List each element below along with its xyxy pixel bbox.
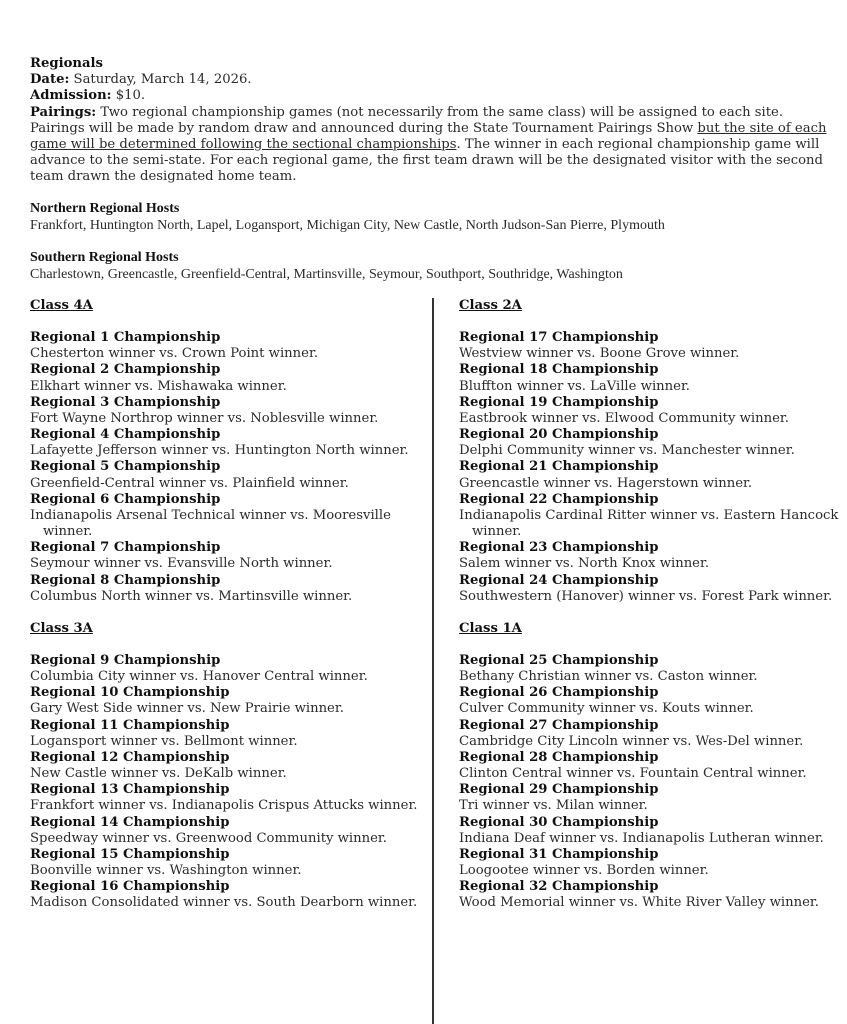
- admission-line: [30, 88, 830, 104]
- regional-title: Regional 12 Championship: [30, 749, 230, 765]
- regional-matchup: Delphi Community winner vs. Manchester winner.: [459, 443, 795, 459]
- regional-matchup: Loogootee winner vs. Borden winner.: [459, 863, 709, 878]
- regional-title: Regional 27 Championship: [459, 717, 659, 733]
- date-label: Date:: [30, 72, 70, 88]
- regional-matchup: Greencastle winner vs. Hagerstown winner.: [459, 475, 753, 491]
- regional-item: [30, 459, 420, 491]
- regional-matchup: Bethany Christian winner vs. Caston winner.: [459, 669, 758, 685]
- pairings-paragraph: [30, 105, 830, 186]
- regional-title: Regional 4 Championship: [30, 427, 221, 443]
- regional-matchup: Indianapolis Cardinal Ritter winner vs. Eastern Hancock winner.: [459, 507, 839, 540]
- regional-title: Regional 9 Championship: [30, 652, 221, 668]
- regional-title: Regional 16 Championship: [30, 879, 230, 895]
- class-heading: Class 4A: [30, 298, 93, 313]
- regional-item: [459, 492, 847, 540]
- regional-item: [30, 718, 420, 750]
- date-value: Saturday, March 14, 2026.: [69, 72, 252, 88]
- regional-title: Regional 14 Championship: [30, 814, 230, 830]
- regional-matchup: Elkhart winner vs. Mishawaka winner.: [30, 378, 287, 394]
- pairings-text-2: . The winner in each regional championship game will advance to the semi-state. For each regional game, the first team drawn will be the designated visitor with the second team drawn the designated home team.: [30, 137, 823, 185]
- regional-item: [459, 879, 847, 911]
- regional-title: Regional 5 Championship: [30, 459, 221, 475]
- regional-item: [30, 653, 420, 685]
- regional-matchup: Lafayette Jefferson winner vs. Huntington North winner.: [30, 443, 409, 459]
- regional-title: Regional 32 Championship: [459, 879, 659, 895]
- date-line: [30, 72, 830, 88]
- regional-title: Regional 8 Championship: [30, 572, 221, 588]
- pairings-text-1: Two regional championship games (not necessarily from the same class) will be assigned to each site. Pairings will be made by random draw and announced during the State Tournament Pairings Show: [30, 104, 784, 136]
- regional-matchup: Indiana Deaf winner vs. Indianapolis Lutheran winner.: [459, 830, 824, 846]
- regional-matchup: Wood Memorial winner vs. White River Valley winner.: [459, 895, 819, 911]
- regional-title: Regional 19 Championship: [459, 394, 659, 410]
- regional-item: [30, 573, 420, 605]
- regional-title: Regional 26 Championship: [459, 685, 659, 701]
- regional-item: [459, 815, 847, 847]
- regional-matchup: Fort Wayne Northrop winner vs. Noblesville winner.: [30, 410, 379, 426]
- regional-matchup: Speedway winner vs. Greenwood Community winner.: [30, 830, 387, 846]
- regional-title: Regional 3 Championship: [30, 394, 221, 410]
- regional-matchup: Bluffton winner vs. LaVille winner.: [459, 378, 690, 394]
- regional-matchup: Boonville winner vs. Washington winner.: [30, 863, 302, 878]
- regional-matchup: Chesterton winner vs. Crown Point winner.: [30, 346, 319, 362]
- right-column: [459, 298, 847, 911]
- pairings-underlined-note: but the site of each game will be determined following the sectional championships: [30, 120, 827, 153]
- regional-matchup: Frankfort winner vs. Indianapolis Crispus Attucks winner.: [30, 798, 418, 814]
- regional-title: Regional 2 Championship: [30, 362, 221, 378]
- regional-item: [459, 459, 847, 491]
- regional-item: [459, 573, 847, 605]
- regional-matchup: Southwestern (Hanover) winner vs. Forest Park winner.: [459, 588, 833, 604]
- regional-matchup: Indianapolis Arsenal Technical winner vs. Mooresville winner.: [30, 507, 391, 540]
- regional-item: [30, 540, 420, 572]
- regional-title: Regional 30 Championship: [459, 814, 659, 830]
- pairings-label: Pairings:: [30, 104, 97, 120]
- section-gap: [459, 605, 847, 621]
- regional-title: Regional 1 Championship: [30, 330, 221, 346]
- regional-item: [30, 750, 420, 782]
- regional-title: Regional 22 Championship: [459, 491, 659, 507]
- class-heading: Class 1A: [459, 620, 522, 636]
- regional-matchup: Culver Community winner vs. Kouts winner.: [459, 701, 754, 717]
- regional-item: [30, 782, 420, 814]
- regional-title: Regional 23 Championship: [459, 540, 659, 556]
- regional-title: Regional 21 Championship: [459, 459, 659, 475]
- section-gap: [30, 605, 420, 621]
- regional-item: [30, 847, 420, 879]
- regional-item: [30, 395, 420, 427]
- regional-item: [459, 847, 847, 879]
- regional-matchup: Columbia City winner vs. Hanover Central winner.: [30, 669, 368, 685]
- regional-item: [30, 492, 420, 540]
- regional-item: [459, 395, 847, 427]
- regional-title: Regional 15 Championship: [30, 846, 230, 862]
- regional-item: [459, 782, 847, 814]
- regional-matchup: Westview winner vs. Boone Grove winner.: [459, 346, 740, 362]
- regional-title: Regional 25 Championship: [459, 652, 659, 668]
- regionals-intro: [30, 56, 830, 186]
- regional-matchup: Columbus North winner vs. Martinsville winner.: [30, 588, 353, 604]
- admission-label: Admission:: [30, 88, 112, 104]
- regional-item: [30, 815, 420, 847]
- regional-item: [30, 362, 420, 394]
- southern-hosts-title: Southern Regional Hosts: [30, 250, 179, 265]
- regional-item: [459, 685, 847, 717]
- regional-item: [459, 750, 847, 782]
- page-title: Regionals: [30, 56, 103, 71]
- northern-hosts-list: Frankfort, Huntington North, Lapel, Logansport, Michigan City, New Castle, North Judson-San Pierre, Plymouth: [30, 217, 665, 233]
- regional-matchup: Eastbrook winner vs. Elwood Community winner.: [459, 410, 789, 426]
- regional-title: Regional 28 Championship: [459, 749, 659, 765]
- regional-title: Regional 6 Championship: [30, 491, 221, 507]
- class-1a-section: [459, 621, 847, 912]
- column-divider: [432, 298, 434, 1024]
- regional-title: Regional 24 Championship: [459, 572, 659, 588]
- regional-title: Regional 29 Championship: [459, 782, 659, 798]
- regional-title: Regional 13 Championship: [30, 782, 230, 798]
- regional-item: [30, 330, 420, 362]
- regional-matchup: Gary West Side winner vs. New Prairie winner.: [30, 701, 344, 717]
- left-column: [30, 298, 420, 911]
- southern-hosts-list: Charlestown, Greencastle, Greenfield-Central, Martinsville, Seymour, Southport, Southridge, Washington: [30, 266, 623, 282]
- southern-hosts: [30, 250, 830, 283]
- regional-item: [459, 330, 847, 362]
- regional-matchup: Madison Consolidated winner vs. South Dearborn winner.: [30, 895, 418, 911]
- regional-title: Regional 17 Championship: [459, 330, 659, 346]
- regional-matchup: Greenfield-Central winner vs. Plainfield winner.: [30, 475, 349, 491]
- regional-item: [30, 879, 420, 911]
- regional-title: Regional 10 Championship: [30, 685, 230, 701]
- regional-matchup: Salem winner vs. North Knox winner.: [459, 556, 710, 572]
- regional-item: [30, 685, 420, 717]
- regional-matchup: New Castle winner vs. DeKalb winner.: [30, 766, 287, 782]
- regional-title: Regional 18 Championship: [459, 362, 659, 378]
- regional-item: [30, 427, 420, 459]
- regional-matchup: Clinton Central winner vs. Fountain Central winner.: [459, 766, 807, 782]
- regional-matchup: Tri winner vs. Milan winner.: [459, 798, 648, 814]
- class-4a-section: [30, 298, 420, 605]
- northern-hosts-title: Northern Regional Hosts: [30, 201, 180, 216]
- regional-matchup: Seymour winner vs. Evansville North winner.: [30, 556, 333, 572]
- regional-title: Regional 20 Championship: [459, 427, 659, 443]
- regional-matchup: Logansport winner vs. Bellmont winner.: [30, 733, 298, 749]
- northern-hosts: [30, 201, 830, 234]
- regional-title: Regional 31 Championship: [459, 846, 659, 862]
- regional-title: Regional 11 Championship: [30, 717, 230, 733]
- regional-item: [459, 540, 847, 572]
- regional-item: [459, 362, 847, 394]
- class-heading: Class 2A: [459, 298, 522, 313]
- regional-item: [459, 427, 847, 459]
- regional-item: [459, 718, 847, 750]
- regional-matchup: Cambridge City Lincoln winner vs. Wes-Del winner.: [459, 733, 804, 749]
- class-3a-section: [30, 621, 420, 912]
- admission-value: $10.: [111, 88, 146, 104]
- class-2a-section: [459, 298, 847, 605]
- regional-title: Regional 7 Championship: [30, 540, 221, 556]
- regional-item: [459, 653, 847, 685]
- class-heading: Class 3A: [30, 620, 93, 636]
